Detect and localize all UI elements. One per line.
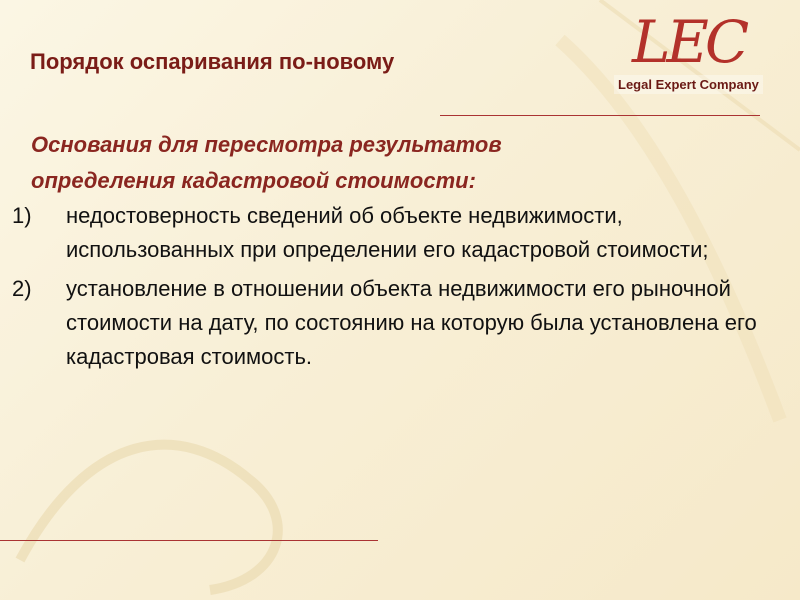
list-item-text: установление в отношении объекта недвижимости его рыночной стоимости на дату, по состоянию на которую была установлена его кадастровая стоимость. [66,276,757,369]
list-item [12,199,772,267]
logo-monogram: LEC [632,8,746,76]
grounds-list [12,199,772,379]
slide-subtitle [31,127,502,199]
bottom-divider-line [0,540,378,541]
subtitle-line-2: определения кадастровой стоимости: [31,168,476,193]
logo-tagline: Legal Expert Company [614,75,763,94]
list-item [12,272,772,374]
top-divider-line [440,115,760,116]
list-item-text: недостоверность сведений об объекте недвижимости, использованных при определении его кадастровой стоимости; [66,203,709,262]
list-item-number: 1) [12,203,32,228]
list-item-number: 2) [12,276,32,301]
subtitle-line-1: Основания для пересмотра результатов [31,132,502,157]
slide-title: Порядок оспаривания по-новому [30,49,395,74]
company-logo [610,8,790,102]
